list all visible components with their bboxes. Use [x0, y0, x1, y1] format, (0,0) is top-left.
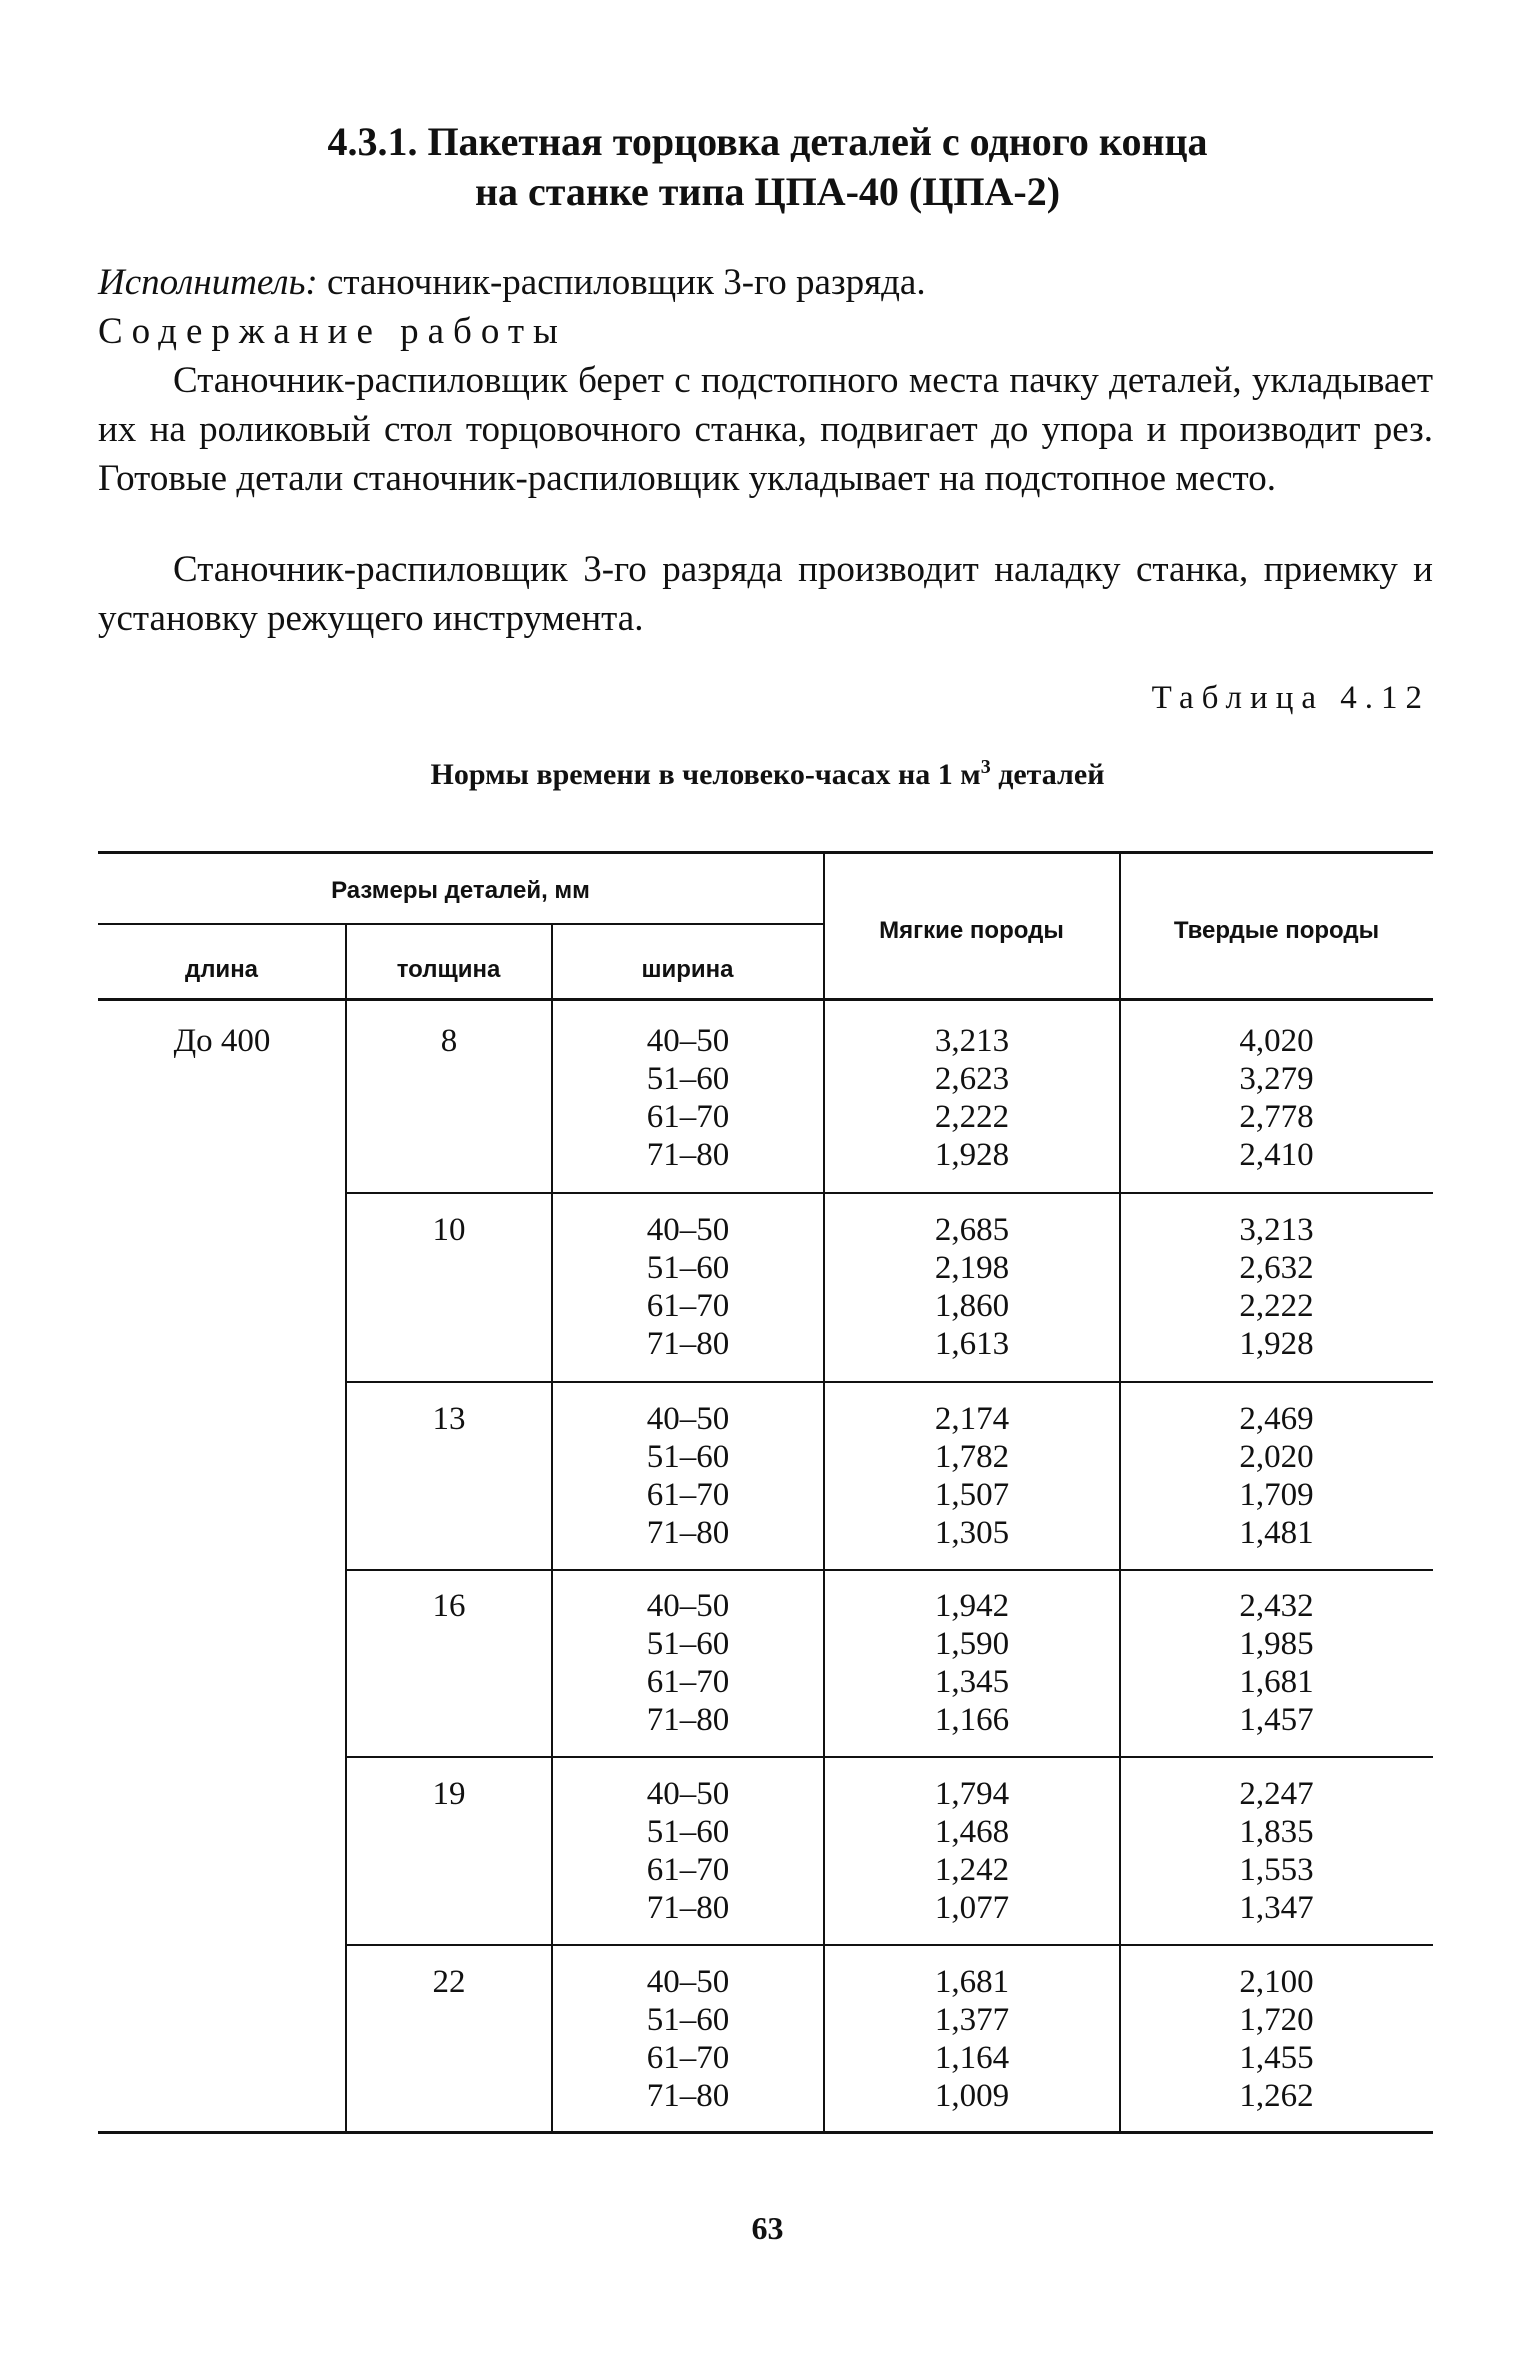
hard-value: 1,835 — [1239, 1814, 1314, 1850]
width-value: 51–60 — [646, 1814, 730, 1850]
width-value: 40–50 — [646, 1588, 730, 1624]
thickness-value: 10 — [432, 1212, 466, 1248]
width-value: 51–60 — [646, 1061, 730, 1097]
table-header-bottom-rule — [98, 998, 1433, 1001]
width-value: 71–80 — [646, 1326, 730, 1362]
soft-value: 1,009 — [934, 2078, 1010, 2114]
hard-value: 2,432 — [1239, 1588, 1314, 1624]
table-title — [0, 756, 1535, 792]
hard-value: 2,100 — [1239, 1964, 1314, 2000]
soft-value: 1,860 — [934, 1288, 1010, 1324]
width-value: 40–50 — [646, 1401, 730, 1437]
hard-value: 2,222 — [1239, 1288, 1314, 1324]
soft-value-column — [824, 1022, 1120, 1174]
header-thickness: толщина — [396, 956, 501, 983]
width-value: 51–60 — [646, 1626, 730, 1662]
table-title-end: деталей — [990, 758, 1105, 791]
table-title-text: Нормы времени в человеко-часах на 1 м — [430, 758, 981, 791]
table-top-rule — [98, 851, 1433, 854]
hard-value: 2,469 — [1239, 1401, 1314, 1437]
width-value: 51–60 — [646, 2002, 730, 2038]
soft-value-column — [824, 1587, 1120, 1739]
executor-line — [98, 258, 1433, 307]
table-title-sup: 3 — [980, 756, 991, 778]
group-separator — [346, 1381, 1433, 1383]
soft-value: 2,623 — [934, 1061, 1010, 1097]
hard-value: 1,720 — [1239, 2002, 1314, 2038]
col-divider-length — [345, 924, 347, 2132]
width-value: 71–80 — [646, 1702, 730, 1738]
hard-value: 1,553 — [1239, 1852, 1314, 1888]
header-soft: Мягкие породы — [879, 917, 1064, 944]
group-separator — [346, 1944, 1433, 1946]
soft-value: 1,794 — [934, 1776, 1010, 1812]
soft-value: 2,222 — [934, 1099, 1010, 1135]
width-value: 40–50 — [646, 1964, 730, 2000]
width-value: 51–60 — [646, 1250, 730, 1286]
header-length: длина — [184, 956, 259, 983]
hard-value: 2,632 — [1239, 1250, 1314, 1286]
width-value: 61–70 — [646, 1099, 730, 1135]
group-separator — [346, 1569, 1433, 1571]
hard-value-column — [1120, 1587, 1433, 1739]
width-value: 40–50 — [646, 1023, 730, 1059]
paragraph-1: Станочник-распиловщик берет с подстопного места пачку деталей, укладывает их на роликовый стол торцовочного станка, подвигает до упора и производит рез. Готовые детали станочник-распиловщик укладывает на подстопное место. — [98, 360, 1433, 499]
width-value-column — [552, 1963, 824, 2115]
hard-value: 1,457 — [1239, 1702, 1314, 1738]
thickness-value: 22 — [432, 1964, 466, 2000]
table-bottom-rule — [98, 2131, 1433, 2134]
hard-value-column — [1120, 1775, 1433, 1927]
hard-value: 1,481 — [1239, 1515, 1314, 1551]
thickness-value: 16 — [432, 1588, 466, 1624]
hard-value: 2,020 — [1239, 1439, 1314, 1475]
soft-value: 3,213 — [934, 1023, 1010, 1059]
width-value: 40–50 — [646, 1212, 730, 1248]
soft-value: 1,507 — [934, 1477, 1010, 1513]
table-subheader-rule — [98, 923, 824, 925]
soft-value: 1,305 — [934, 1515, 1010, 1551]
soft-value-column — [824, 1211, 1120, 1363]
soft-value: 1,590 — [934, 1626, 1010, 1662]
soft-value: 2,685 — [934, 1212, 1010, 1248]
width-value-column — [552, 1775, 824, 1927]
soft-value: 1,942 — [934, 1588, 1010, 1624]
soft-value: 1,928 — [934, 1137, 1010, 1173]
header-width: ширина — [641, 956, 734, 983]
width-value: 71–80 — [646, 1890, 730, 1926]
section-title-line2: на станке типа ЦПА-40 (ЦПА-2) — [474, 169, 1061, 214]
width-value: 71–80 — [646, 1137, 730, 1173]
hard-value: 1,455 — [1239, 2040, 1314, 2076]
page-number: 63 — [751, 2210, 784, 2246]
soft-value: 1,681 — [934, 1964, 1010, 2000]
hard-value: 2,410 — [1239, 1137, 1314, 1173]
group-separator — [346, 1756, 1433, 1758]
hard-value: 1,262 — [1239, 2078, 1314, 2114]
soft-value: 2,198 — [934, 1250, 1010, 1286]
table-number: Таблица 4.12 — [1151, 680, 1430, 716]
width-value: 61–70 — [646, 1477, 730, 1513]
hard-value: 3,213 — [1239, 1212, 1314, 1248]
width-value-column — [552, 1587, 824, 1739]
section-title-line1: 4.3.1. Пакетная торцовка деталей с одного конца — [327, 119, 1208, 164]
soft-value: 1,613 — [934, 1326, 1010, 1362]
hard-value-column — [1120, 1400, 1433, 1552]
width-value: 51–60 — [646, 1439, 730, 1475]
width-value: 61–70 — [646, 1288, 730, 1324]
hard-value: 1,681 — [1239, 1664, 1314, 1700]
soft-value: 1,377 — [934, 2002, 1010, 2038]
soft-value: 1,345 — [934, 1664, 1010, 1700]
soft-value: 1,164 — [934, 2040, 1010, 2076]
soft-value: 1,166 — [934, 1702, 1010, 1738]
hard-value: 1,928 — [1239, 1326, 1314, 1362]
thickness-value: 19 — [432, 1776, 466, 1812]
hard-value: 1,985 — [1239, 1626, 1314, 1662]
paragraph-2: Станочник-распиловщик 3-го разряда производит наладку станка, приемку и установку режущего инструмента. — [98, 549, 1433, 639]
width-value: 61–70 — [646, 1664, 730, 1700]
width-value: 71–80 — [646, 1515, 730, 1551]
executor-label: Исполнитель: — [98, 262, 318, 303]
soft-value-column — [824, 1400, 1120, 1552]
hard-value: 2,778 — [1239, 1099, 1314, 1135]
content-heading: Содержание работы — [98, 311, 567, 352]
header-sizes: Размеры деталей, мм — [331, 877, 590, 904]
hard-value: 4,020 — [1239, 1023, 1314, 1059]
executor-text: станочник-распиловщик 3-го разряда. — [317, 262, 926, 303]
length-value: До 400 — [173, 1023, 271, 1059]
soft-value: 1,242 — [934, 1852, 1010, 1888]
soft-value: 1,468 — [934, 1814, 1010, 1850]
width-value: 40–50 — [646, 1776, 730, 1812]
soft-value: 2,174 — [934, 1401, 1010, 1437]
width-value-column — [552, 1400, 824, 1552]
hard-value-column — [1120, 1963, 1433, 2115]
hard-value-column — [1120, 1022, 1433, 1174]
hard-value: 3,279 — [1239, 1061, 1314, 1097]
soft-value-column — [824, 1775, 1120, 1927]
hard-value: 1,347 — [1239, 1890, 1314, 1926]
width-value: 61–70 — [646, 1852, 730, 1888]
width-value: 71–80 — [646, 2078, 730, 2114]
soft-value: 1,077 — [934, 1890, 1010, 1926]
soft-value-column — [824, 1963, 1120, 2115]
group-separator — [346, 1192, 1433, 1194]
thickness-value: 8 — [440, 1023, 458, 1059]
soft-value: 1,782 — [934, 1439, 1010, 1475]
width-value-column — [552, 1211, 824, 1363]
header-hard: Твердые породы — [1173, 917, 1380, 944]
hard-value: 1,709 — [1239, 1477, 1314, 1513]
hard-value-column — [1120, 1211, 1433, 1363]
hard-value: 2,247 — [1239, 1776, 1314, 1812]
width-value-column — [552, 1022, 824, 1174]
width-value: 61–70 — [646, 2040, 730, 2076]
thickness-value: 13 — [432, 1401, 466, 1437]
